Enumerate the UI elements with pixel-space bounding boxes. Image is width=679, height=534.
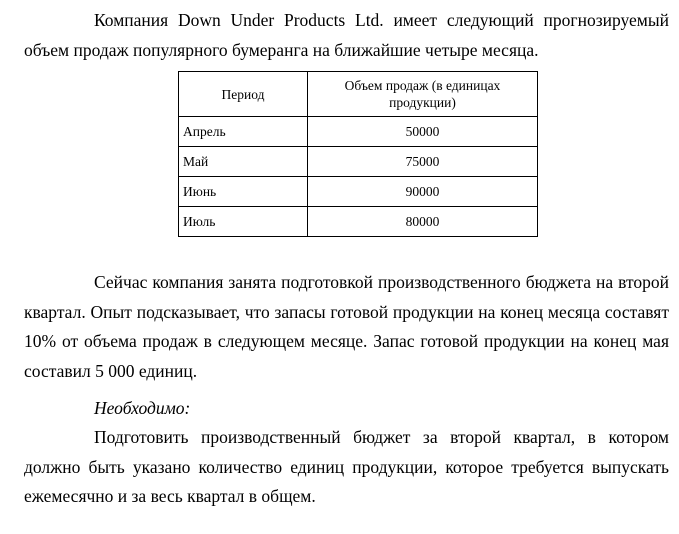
cell-period: Июнь (179, 177, 308, 207)
table-row (179, 207, 538, 237)
header-period: Период (179, 72, 308, 117)
task-paragraph: Подготовить производственный бюджет за второй квартал, в котором должно быть указано количество единиц продукции, которое требуется выпускать ежемесячно и за весь квартал в общем. (24, 427, 669, 506)
sales-forecast-table (178, 71, 538, 237)
required-label: Необходимо: (94, 398, 191, 418)
cell-period: Апрель (179, 117, 308, 147)
table-row (179, 117, 538, 147)
table-header-row (179, 72, 538, 117)
cell-period: Май (179, 147, 308, 177)
cell-period: Июль (179, 207, 308, 237)
cell-volume: 50000 (308, 117, 538, 147)
table-row (179, 177, 538, 207)
intro-paragraph: Компания Down Under Products Ltd. имеет следующий прогнозируемый объем продаж популярного бумеранга на ближайшие четыре месяца. (24, 10, 669, 60)
cell-volume: 75000 (308, 147, 538, 177)
cell-volume: 80000 (308, 207, 538, 237)
cell-volume: 90000 (308, 177, 538, 207)
context-paragraph: Сейчас компания занята подготовкой производственного бюджета на второй квартал. Опыт подсказывает, что запасы готовой продукции на конец месяца составят 10% от объема продаж в следующем месяце. Запас готовой продукции на конец мая составил 5 000 единиц. (24, 272, 669, 381)
table-row (179, 147, 538, 177)
header-sales-volume: Объем продаж (в единицах продукции) (308, 72, 538, 117)
